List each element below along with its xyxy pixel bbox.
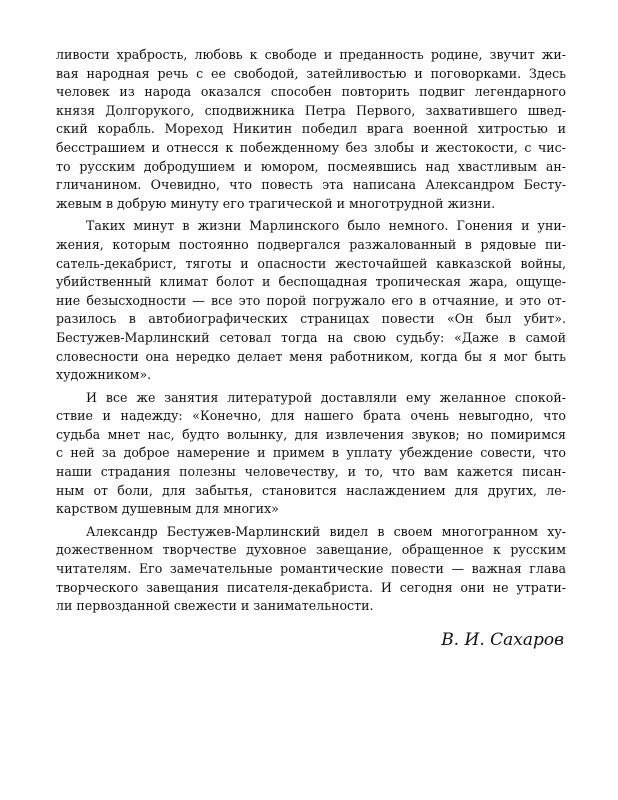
text-line: бесстрашием и отнесся к побежденному без злобы и жестокости, с чис- bbox=[56, 139, 566, 155]
text-line: дожественном творчестве духовное завещание, обращенное к русским bbox=[56, 542, 566, 558]
text-line: Бестужев-Марлинский сетовал тогда на свою судьбу: «Даже в самой bbox=[56, 329, 566, 345]
text-line: художником». bbox=[56, 367, 152, 383]
text-line: жения, которым постоянно подвергался разжалованный в рядовые пи- bbox=[56, 236, 566, 252]
text-line: судьба мнет нас, будто волынку, для извлечения звуков; но помиримся bbox=[56, 426, 566, 442]
text-line: ли первозданной свежести и занимательности. bbox=[56, 598, 374, 614]
paragraph bbox=[56, 217, 566, 384]
text-line: убийственный климат болот и беспощадная тропическая жара, ощуще- bbox=[56, 274, 566, 290]
text-line: гличанином. Очевидно, что повесть эта написана Александром Бесту- bbox=[56, 177, 566, 193]
text-line: творческого завещания писателя-декабриста. И сегодня они не утрати- bbox=[56, 579, 566, 595]
text-line: Александр Бестужев-Марлинский видел в своем многогранном ху- bbox=[86, 523, 566, 539]
text-line: И все же занятия литературой доставляли ему желанное спокой- bbox=[86, 389, 566, 405]
paragraph bbox=[56, 389, 566, 519]
text-line: карством душевным для многих» bbox=[56, 501, 279, 517]
text-line: наши страдания полезны человечеству, и то, что вам кажется писан- bbox=[56, 464, 566, 480]
text-line: сатель-декабрист, тяготы и опасности жесточайшей кавказской войны, bbox=[56, 255, 566, 271]
author-signature: В. И. Сахаров bbox=[441, 630, 564, 650]
paragraph bbox=[56, 523, 566, 616]
text-line: ский корабль. Мореход Никитин победил врага военной хитростью и bbox=[56, 121, 566, 137]
text-line: ливости храбрость, любовь к свободе и преданность родине, звучит жи- bbox=[56, 47, 566, 62]
text-line: ным от боли, для забытья, становится наслаждением для других, ле- bbox=[56, 482, 566, 498]
text-line: князя Долгорукого, сподвижника Петра Первого, захватившего швед- bbox=[56, 102, 566, 118]
text-line: словесности она нередко делает меня работником, когда бы я мог быть bbox=[56, 348, 566, 364]
body-text bbox=[56, 46, 566, 616]
text-line: разилось в автобиографических страницах повести «Он был убит». bbox=[56, 311, 566, 327]
text-line: ние безысходности — все это порой погружало его в отчаяние, и это от- bbox=[56, 292, 566, 308]
text-line: Таких минут в жизни Марлинского было немного. Гонения и уни- bbox=[86, 218, 566, 234]
text-line: то русским добродушием и юмором, посмеявшись над хвастливым ан- bbox=[56, 158, 566, 174]
text-line: ствие и надежду: «Конечно, для нашего брата очень невыгодно, что bbox=[56, 408, 566, 424]
text-line: человек из народа оказался способен повторить подвиг легендарного bbox=[56, 84, 566, 100]
text-line: жевым в добрую минуту его трагической и многотрудной жизни. bbox=[56, 195, 496, 211]
text-line: читателям. Его замечательные романтические повести — важная глава bbox=[56, 561, 566, 577]
text-line: с ней за доброе намерение и примем в уплату убеждение совести, что bbox=[56, 445, 566, 461]
text-line: вая народная речь с ее свободой, затейливостью и поговорками. Здесь bbox=[56, 65, 566, 81]
paragraph bbox=[56, 46, 566, 213]
